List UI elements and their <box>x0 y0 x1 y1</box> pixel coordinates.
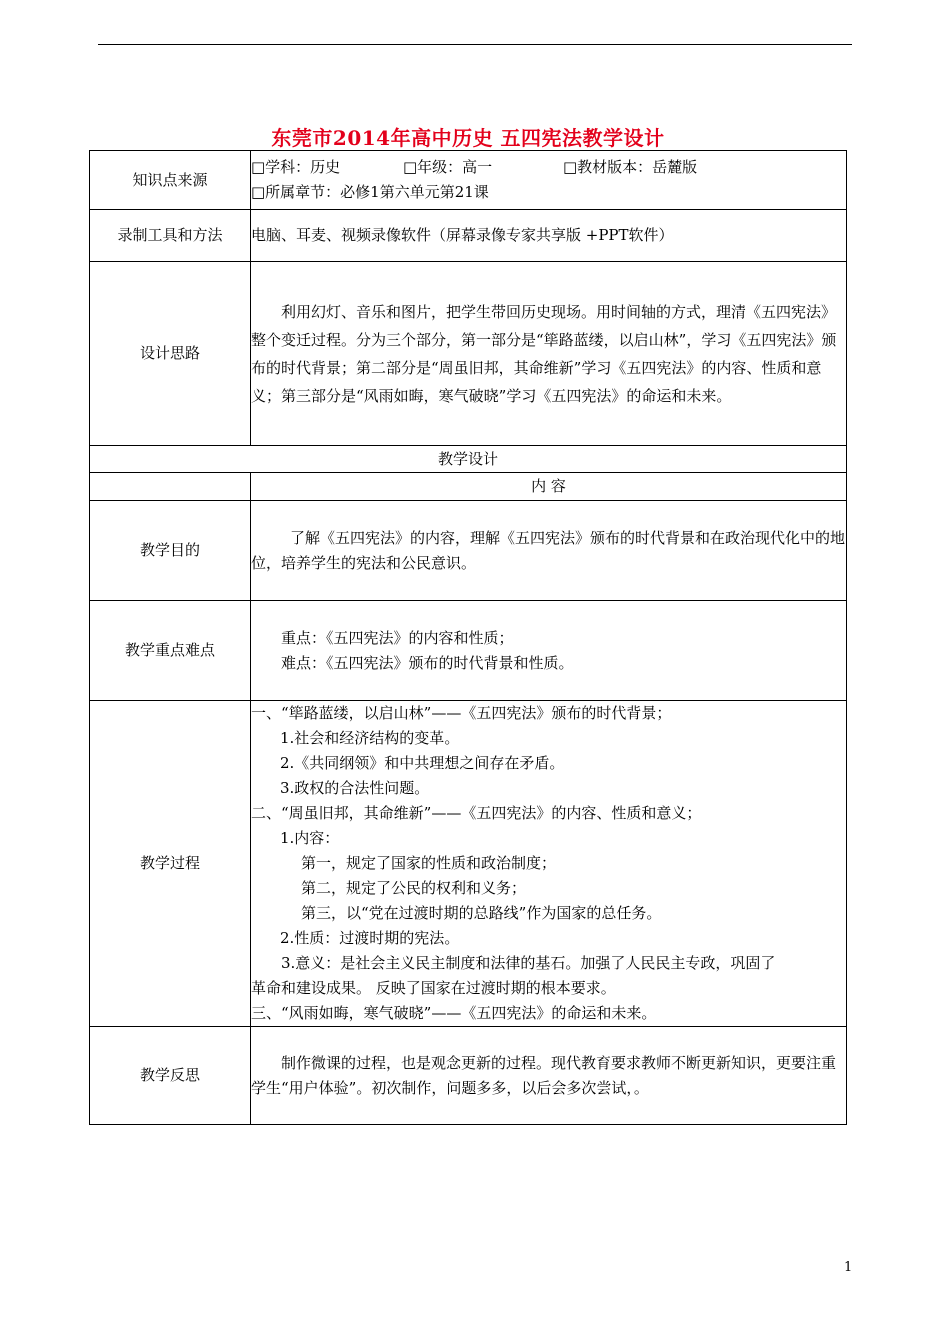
tools-label: 录制工具和方法 <box>90 210 251 262</box>
objective-label: 教学目的 <box>90 501 251 601</box>
row-tools <box>90 210 847 262</box>
reflection-text: 制作微课的过程，也是观念更新的过程。现代教育要求教师不断更新知识，更要注重学生“用户体验”。初次制作，问题多多，以后会多次尝试，。 <box>251 1053 837 1097</box>
process-heading-1: 一、“筚路蓝缕，以启山林”——《五四宪法》颁布的时代背景； <box>251 704 672 722</box>
page-number: 1 <box>844 1260 853 1275</box>
key-points-label: 教学重点难点 <box>90 601 251 701</box>
source-content <box>251 151 847 210</box>
subject-option: □学科：历史 <box>251 158 341 176</box>
row-design <box>90 262 847 446</box>
difficulty-text: 难点：《五四宪法》颁布的时代背景和性质。 <box>281 653 574 672</box>
row-content-header <box>90 473 847 501</box>
row-key-points <box>90 601 847 701</box>
process-item: 1.内容： <box>280 829 340 847</box>
design-label: 设计思路 <box>90 262 251 446</box>
row-process <box>90 701 847 1027</box>
process-item: 1.社会和经济结构的变革。 <box>280 729 460 747</box>
objective-text: 了解《五四宪法》的内容，理解《五四宪法》颁布的时代背景和在政治现代化中的地位，培养学生的宪法和公民意识。 <box>251 528 846 572</box>
header-rule <box>98 44 852 45</box>
chapter-option: □所属章节：必修1第六单元第21课 <box>251 183 489 201</box>
source-options <box>251 155 846 180</box>
reflection-label: 教学反思 <box>90 1027 251 1125</box>
process-item-continued: 革命和建设成果。 反映了国家在过渡时期的根本要求。 <box>251 979 616 997</box>
row-objective <box>90 501 847 601</box>
focus-text: 重点：《五四宪法》的内容和性质； <box>281 628 514 647</box>
process-heading-3: 三、“风雨如晦，寒气破晓”——《五四宪法》的命运和未来。 <box>251 1004 657 1022</box>
design-text: 利用幻灯、音乐和图片，把学生带回历史现场。用时间轴的方式，理清《五四宪法》整个变迁过程。分为三个部分，第一部分是“筚路蓝缕，以启山林”，学习《五四宪法》颁布的时代背景；第二部分是“周虽旧邦，其命维新”学习《五四宪法》的内容、性质和意义；第三部分是“风雨如晦，寒气破晓”学习《五四宪法》的命运和未来。 <box>251 302 837 405</box>
document-title: 东莞市2014年高中历史 五四宪法教学设计 <box>271 126 665 150</box>
row-reflection <box>90 1027 847 1125</box>
process-item: 3.意义：是社会主义民主制度和法律的基石。加强了人民民主专政，巩固了 <box>281 954 776 972</box>
process-subitem: 第一，规定了国家的性质和政治制度； <box>301 854 557 872</box>
process-item: 2.性质：过渡时期的宪法。 <box>280 929 460 947</box>
edition-option: □教材版本：岳麓版 <box>563 158 698 176</box>
grade-option: □年级：高一 <box>403 158 493 176</box>
process-item: 3.政权的合法性问题。 <box>280 779 430 797</box>
row-source <box>90 151 847 210</box>
process-subitem: 第三，以“党在过渡时期的总路线”作为国家的总任务。 <box>301 904 662 922</box>
source-label: 知识点来源 <box>90 151 251 210</box>
process-subitem: 第二，规定了公民的权利和义务； <box>301 879 527 897</box>
lesson-plan-table <box>89 150 847 1125</box>
process-item: 2.《共同纲领》和中共理想之间存在矛盾。 <box>280 754 565 772</box>
empty-cell <box>90 473 251 501</box>
process-label: 教学过程 <box>90 701 251 1027</box>
section-header: 教学设计 <box>90 446 847 473</box>
tools-text: 电脑、耳麦、视频录像软件（屏幕录像专家共享版 +PPT软件） <box>251 210 847 262</box>
row-section-header <box>90 446 847 473</box>
process-heading-2: 二、“周虽旧邦，其命维新”——《五四宪法》的内容、性质和意义； <box>251 804 702 822</box>
content-header: 内 容 <box>251 473 847 501</box>
